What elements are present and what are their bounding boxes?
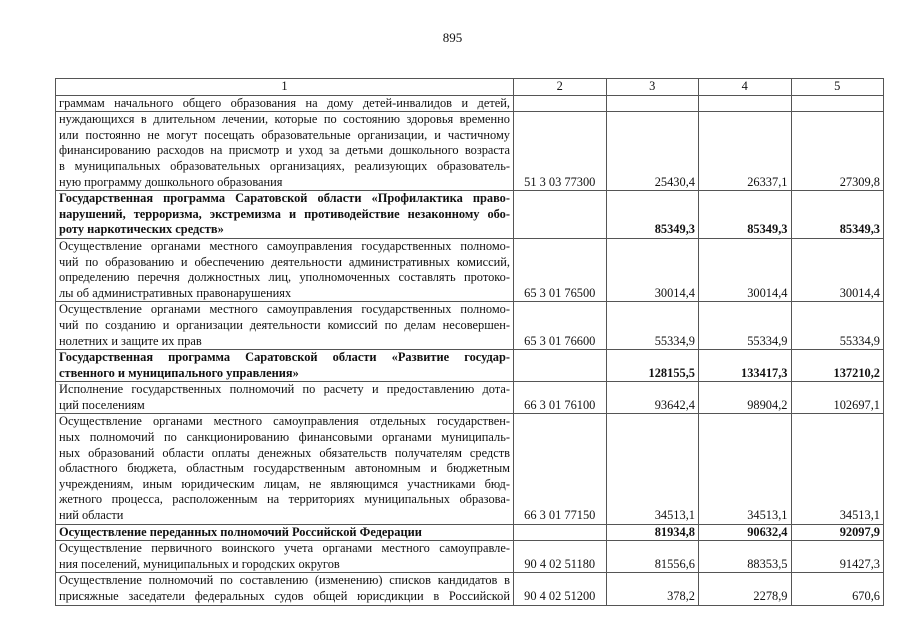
budget-code-cell xyxy=(514,191,607,239)
description-line: роту наркотических средств» xyxy=(59,222,224,237)
description-line: или постоянно не могут посещать образовательные организации, и частичному xyxy=(59,127,510,142)
table-row xyxy=(56,350,884,382)
budget-code-cell: 66 3 01 76100 xyxy=(514,382,607,414)
description-line: ных полномочий по санкционированию финансовыми органами муниципаль- xyxy=(59,430,510,445)
budget-code-cell xyxy=(514,524,607,541)
table-row xyxy=(56,382,884,414)
value-year2-cell: 30014,4 xyxy=(699,238,792,301)
row-description xyxy=(56,541,514,573)
description-line: лы об административных правонарушениях xyxy=(59,285,292,300)
description-line: Государственная программа Саратовской области «Профилактика право- xyxy=(59,191,510,206)
table-row xyxy=(56,541,884,573)
description-line: Осуществление органами местного самоуправления государственных полномо- xyxy=(59,238,510,253)
value-year1-cell: 85349,3 xyxy=(606,191,699,239)
column-header: 5 xyxy=(791,79,884,96)
value-year3-cell: 137210,2 xyxy=(791,350,884,382)
value-year3-cell: 34513,1 xyxy=(791,414,884,524)
value-year2-cell: 90632,4 xyxy=(699,524,792,541)
value-year3-cell: 92097,9 xyxy=(791,524,884,541)
description-line: Осуществление органами местного самоуправления отдельных государствен- xyxy=(59,414,510,429)
budget-code-cell: 51 3 03 77300 xyxy=(514,112,607,191)
budget-code-cell: 65 3 01 76500 xyxy=(514,238,607,301)
row-description xyxy=(56,238,514,301)
description-line: Осуществление органами местного самоуправления государственных полномо- xyxy=(59,302,510,317)
description-line: ственного и муниципального управления» xyxy=(59,365,299,380)
value-year1-cell: 93642,4 xyxy=(606,382,699,414)
table-row xyxy=(56,238,884,301)
description-line: присяжные заседатели федеральных судов общей юрисдикции в Российской xyxy=(59,589,510,603)
value-year1-cell: 25430,4 xyxy=(606,112,699,191)
table-row xyxy=(56,524,884,541)
description-line: финансированию расходов на присмотр и уход за детьми дошкольного возраста xyxy=(59,143,510,158)
value-year3-cell: 102697,1 xyxy=(791,382,884,414)
row-description xyxy=(56,112,514,191)
row-description xyxy=(56,573,514,605)
value-year3-cell: 670,6 xyxy=(791,573,884,605)
description-line: Осуществление переданных полномочий Российской Федерации xyxy=(59,524,422,539)
value-year2-cell: 85349,3 xyxy=(699,191,792,239)
value-year2-cell: 98904,2 xyxy=(699,382,792,414)
page-number: 895 xyxy=(442,30,463,45)
description-line: граммам начального общего образования на дому детей-инвалидов и детей, xyxy=(59,95,510,110)
value-year3-cell: 27309,8 xyxy=(791,112,884,191)
description-line: Исполнение государственных полномочий по расчету и предоставлению дота- xyxy=(59,382,510,397)
row-description xyxy=(56,95,514,112)
description-line: чий по созданию и организации деятельности комиссий по делам несовершен- xyxy=(59,317,510,332)
budget-code-cell: 90 4 02 51180 xyxy=(514,541,607,573)
value-year1-cell: 128155,5 xyxy=(606,350,699,382)
value-year3-cell xyxy=(791,95,884,112)
description-line: ных образований области оплаты денежных обязательств получателям средств xyxy=(59,445,510,460)
column-header: 1 xyxy=(56,79,514,96)
value-year3-cell: 30014,4 xyxy=(791,238,884,301)
value-year1-cell: 34513,1 xyxy=(606,414,699,524)
description-line: ния поселений, муниципальных и городских округов xyxy=(59,556,340,571)
budget-code-cell xyxy=(514,95,607,112)
value-year1-cell: 55334,9 xyxy=(606,302,699,350)
description-line: областного бюджета, областным государственным автономным и бюджетным xyxy=(59,461,510,476)
value-year3-cell: 55334,9 xyxy=(791,302,884,350)
description-line: нолетних и защите их прав xyxy=(59,333,202,348)
description-line: в муниципальных образовательных организациях, реализующих образователь- xyxy=(59,158,510,173)
description-line: ную программу дошкольного образования xyxy=(59,174,283,189)
table-row xyxy=(56,191,884,239)
table-row xyxy=(56,414,884,524)
value-year3-cell: 85349,3 xyxy=(791,191,884,239)
table-row xyxy=(56,112,884,191)
value-year2-cell: 2278,9 xyxy=(699,573,792,605)
table-header-row xyxy=(56,79,884,96)
description-line: чий по образованию и обеспечению деятельности административных комиссий, xyxy=(59,254,510,269)
value-year1-cell: 378,2 xyxy=(606,573,699,605)
value-year3-cell: 91427,3 xyxy=(791,541,884,573)
description-line: определению перечня должностных лиц, уполномоченных составлять протоко- xyxy=(59,270,510,285)
value-year1-cell xyxy=(606,95,699,112)
table-row xyxy=(56,302,884,350)
description-line: Осуществление первичного воинского учета органами местного самоуправле- xyxy=(59,541,510,556)
value-year2-cell: 55334,9 xyxy=(699,302,792,350)
description-line: ний области xyxy=(59,508,124,523)
row-description xyxy=(56,350,514,382)
budget-code-cell: 65 3 01 76600 xyxy=(514,302,607,350)
value-year2-cell: 26337,1 xyxy=(699,112,792,191)
budget-table xyxy=(55,78,884,606)
description-line: учреждениям, иным юридическим лицам, не являющимся участниками бюд- xyxy=(59,476,510,491)
value-year2-cell: 133417,3 xyxy=(699,350,792,382)
column-header: 4 xyxy=(699,79,792,96)
description-line: жетного процесса, расположенным на территориях муниципальных образова- xyxy=(59,492,510,507)
value-year1-cell: 30014,4 xyxy=(606,238,699,301)
budget-code-cell: 66 3 01 77150 xyxy=(514,414,607,524)
budget-code-cell: 90 4 02 51200 xyxy=(514,573,607,605)
description-line: Осуществление полномочий по составлению (изменению) списков кандидатов в xyxy=(59,573,510,588)
column-header: 2 xyxy=(514,79,607,96)
value-year2-cell: 88353,5 xyxy=(699,541,792,573)
row-description xyxy=(56,382,514,414)
row-description xyxy=(56,191,514,239)
value-year1-cell: 81934,8 xyxy=(606,524,699,541)
description-line: Государственная программа Саратовской области «Развитие государ- xyxy=(59,350,510,365)
budget-code-cell xyxy=(514,350,607,382)
row-description xyxy=(56,524,514,541)
value-year2-cell: 34513,1 xyxy=(699,414,792,524)
description-line: нуждающихся в длительном лечении, которые по состоянию здоровья временно xyxy=(59,112,510,127)
value-year2-cell xyxy=(699,95,792,112)
table-row xyxy=(56,573,884,605)
description-line: нарушений, терроризма, экстремизма и противодействие незаконному обо- xyxy=(59,206,510,221)
row-description xyxy=(56,414,514,524)
row-description xyxy=(56,302,514,350)
description-line: ций поселениям xyxy=(59,397,145,412)
column-header: 3 xyxy=(606,79,699,96)
table-row xyxy=(56,95,884,112)
value-year1-cell: 81556,6 xyxy=(606,541,699,573)
